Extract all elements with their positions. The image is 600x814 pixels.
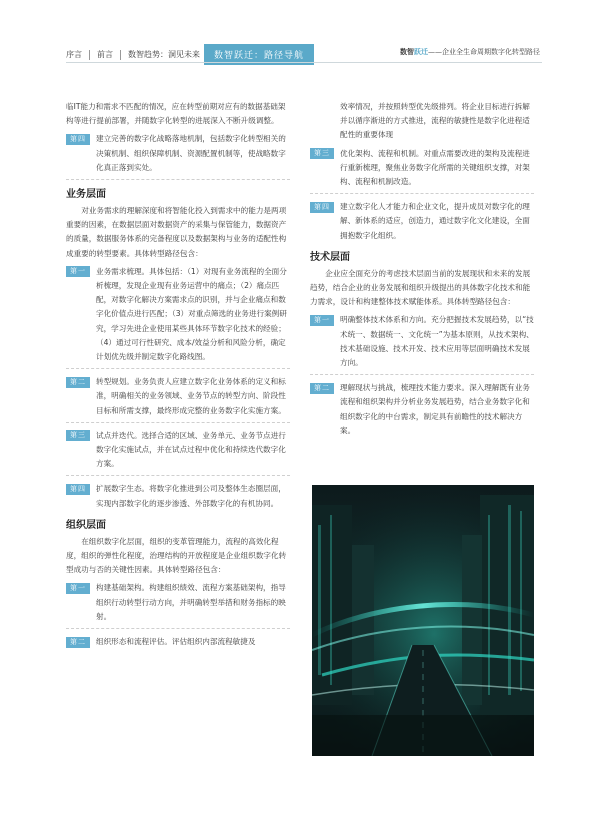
- section-intro: 对业务需求的理解深度和将智能化投入到需求中的能力是两项重要的因素，在数据层面对数据资产的采集与保管能力，数据资产的质量，数据服务体系的完备程度以及数据架构与业务的适配性构成重要的转型要素。具体转型路径包含：: [66, 206, 287, 258]
- list-item: [66, 482, 290, 510]
- list-item: [66, 429, 290, 477]
- list-item: [310, 313, 534, 375]
- step-badge: 第四: [66, 134, 90, 145]
- step-badge: 第四: [66, 484, 90, 495]
- step-badge: 第二: [310, 383, 334, 394]
- step-badge: 第一: [66, 583, 90, 594]
- step-text: 明确整体技术体系和方向。充分把握技术发展趋势，以“技术统一、数据统一、文化统一”为基本原则，从技术架构、技术基础设施、技术开发、技术应用等层面明确技术发展方向。: [340, 315, 534, 368]
- step-badge: 第三: [66, 430, 90, 441]
- step-text: 组织形态和流程评估。评估组织内部流程敏捷及: [96, 637, 256, 647]
- list-item: [66, 265, 290, 369]
- header-divider: [66, 62, 542, 63]
- continued-paragraph: 效率情况，并按照转型优先级排列。将企业目标进行拆解并以循序渐进的方式推进，流程的敏捷性是数字化进程适配性的重要体现: [340, 102, 530, 140]
- step-badge: 第一: [66, 266, 90, 277]
- step-text: 建立数字化人才能力和企业文化，提升成员对数字化的理解、新体系的适应，创造力，通过数字化文化建设，全面拥抱数字化组织。: [340, 202, 530, 240]
- list-item: [66, 581, 290, 629]
- running-title-part1: 数智: [400, 48, 414, 56]
- step-text: 理解现状与挑战，梳理技术能力要求。深入理解既有业务流程和组织架构并分析业务发展趋势，结合业务数字化和组织数字化的中台需求，制定具有前瞻性的技术解决方案。: [340, 383, 530, 435]
- section-title-technology: 技术层面: [310, 251, 350, 263]
- running-title-part3: ——企业全生命周期数字化转型路径: [428, 48, 540, 56]
- continued-paragraph: 临IT能力和需求不匹配的情况，应在转型前期对应有的数据基础架构等进行提前部署，并随数字化转型的进展深入不断升级调整。: [66, 102, 286, 126]
- step-badge: 第二: [66, 377, 90, 388]
- list-item: [66, 375, 290, 423]
- left-column: [66, 100, 290, 649]
- nav-foreword[interactable]: 前言: [97, 50, 113, 59]
- list-item: [310, 147, 534, 195]
- running-title: [400, 47, 540, 57]
- step-text: 试点并迭代。选择合适的区域、业务单元、业务节点进行数字化实施试点，并在试点过程中优化和持续迭代数字化方案。: [96, 430, 286, 469]
- section-intro: 企业应全面充分的考虑技术层面当前的发展现状和未来的发展趋势，结合企业的业务发展和组织升级提出的具体数字化技术和能力需求，设计和构建整体技术赋能体系。具体转型路径包含：: [310, 268, 531, 307]
- right-column: [310, 100, 534, 438]
- step-text: 扩展数字生态。将数字化推进到公司及整体生态圈层面，实现内部数字化的逐步渗透、外部数字化的有机协同。: [96, 484, 286, 508]
- step-badge: 第四: [310, 202, 334, 213]
- city-light-trails-image: [312, 485, 534, 756]
- list-item: [310, 381, 534, 438]
- list-item: [66, 132, 290, 180]
- list-item: [66, 635, 290, 649]
- nav-trends[interactable]: 数智趋势：洞见未来: [128, 50, 200, 59]
- step-text: 优化架构、流程和机制。对重点需要改进的架构及流程进行重新梳理，聚焦业务数字化所需的关键组织支撑，对架构、流程和机制改造。: [340, 148, 530, 187]
- illustration-svg: [312, 485, 534, 756]
- nav-path-current[interactable]: 数智跃迁：路径导航: [204, 44, 314, 65]
- list-item: [310, 200, 534, 243]
- nav-divider: [89, 50, 90, 60]
- step-text: 转型规划。业务负责人应建立数字化业务体系的定义和标准，明确相关的业务领域、业务节点的转型方向、阶段性目标和所需支撑，最终形成完整的业务数字化实施方案。: [96, 377, 286, 415]
- step-badge: 第一: [310, 315, 334, 326]
- section-title-business: 业务层面: [66, 189, 106, 201]
- step-text: 构建基础架构。构建组织绩效、流程方案基础架构，指导组织行动转型行动方向，并明确转型举措和财务指标的映射。: [96, 583, 286, 621]
- nav-preface[interactable]: 序言: [66, 50, 82, 59]
- running-title-part2: 跃迁: [414, 48, 428, 56]
- step-badge: 第三: [310, 148, 334, 159]
- page-header: [0, 0, 600, 70]
- section-title-organization: 组织层面: [66, 519, 106, 531]
- step-text: 建立完善的数字化战略落地机制，包括数字化转型相关的决策机制、组织保障机制、资源配置机制等，使战略数字化真正落到实处。: [96, 134, 286, 172]
- nav-divider: [120, 50, 121, 60]
- section-intro: 在组织数字化层面，组织的变革管理能力，流程的高效化程度，组织的弹性化程度，治理结构的开放程度是企业组织数字化转型成功与否的关键性因素。具体转型路径包含：: [66, 536, 287, 575]
- step-badge: 第二: [66, 637, 90, 648]
- step-text: 业务需求梳理。具体包括：（1）对现有业务流程的全面分析梳理，发现企业现有业务运营中的痛点；（2）痛点匹配，对数字化解决方案需求点的识别，并与企业痛点和数字化价值点进行匹配；（3）对重点筛选的业务进行案例研究，学习先进企业使用某些具体环节数字化技术的经验；（4）通过可行性研究、成本/效益分析和风险分析，确定计划优先级并制定数字化路线图。: [96, 266, 287, 362]
